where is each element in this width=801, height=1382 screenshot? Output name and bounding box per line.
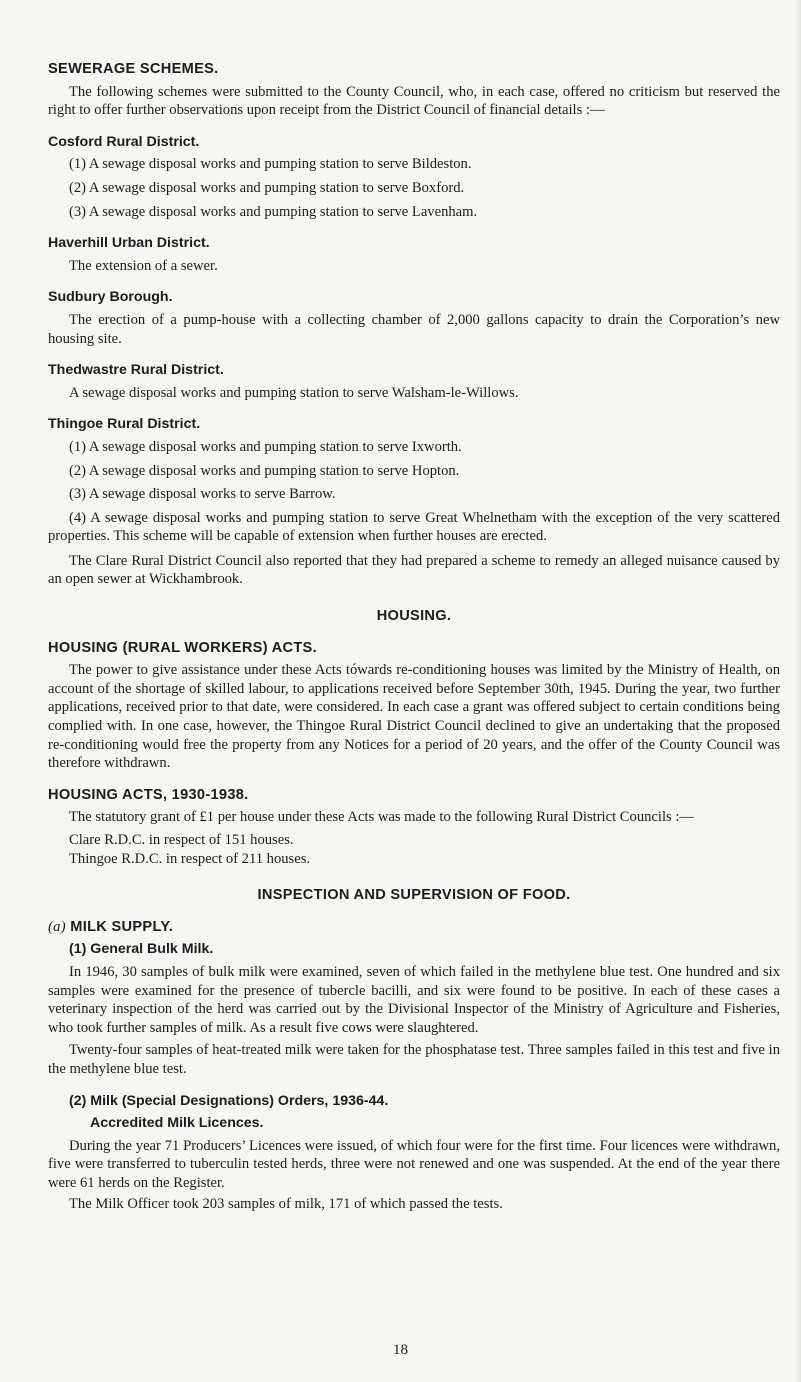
licences-title: Accredited Milk Licences.: [90, 1115, 264, 1132]
list-item: (1) A sewage disposal works and pumping station to serve Bildeston.: [69, 156, 472, 173]
housing-heading: HOUSING.: [376, 608, 452, 625]
cosford-section: [48, 133, 780, 221]
bulk-milk-title: (1) General Bulk Milk.: [69, 941, 214, 958]
list-item: (3) A sewage disposal works and pumping station to serve Lavenham.: [69, 203, 478, 220]
housing-acts-text: The statutory grant of £1 per house under these Acts was made to the following Rural District Councils :—: [69, 809, 694, 826]
milk-supply-title: [48, 918, 780, 937]
sewerage-intro: The following schemes were submitted to the County Council, who, in each case, offered no criticism but reserved the right to offer further observations upon receipt from the District Council of financial details :—: [48, 83, 780, 119]
thedwastre-title: Thedwastre Rural District.: [48, 362, 224, 379]
rural-workers-text: The power to give assistance under these Acts tówards re-conditioning houses was limited by the Ministry of Health, on account of the shortage of skilled labour, to applications received before September 30th, 1945. During the year, two further applications, received prior to that date, were considered. In each case a grant was offered subject to certain conditions being complied with. In one case, however, the Thingoe Rural District Council declined to give an undertaking that the proposed re-conditioning would free the property from any Notices for a period of 20 years, and the offer of the County Council was therefore withdrawn.: [48, 662, 780, 772]
list-item: (4) A sewage disposal works and pumping station to serve Great Whelnetham with the exception of the very scattered properties. This scheme will be capable of extension when further houses are erected.: [48, 509, 780, 545]
orders-title: (2) Milk (Special Designations) Orders, 1936-44.: [69, 1092, 389, 1109]
section-letter: (a): [48, 918, 66, 935]
sewerage-heading: SEWERAGE SCHEMES.: [48, 61, 219, 77]
milk-supply-label: MILK SUPPLY.: [70, 918, 174, 935]
list-item: (2) A sewage disposal works and pumping station to serve Boxford.: [69, 179, 465, 196]
page-edge-shadow: [795, 0, 801, 1382]
rural-workers-section: [48, 639, 780, 773]
document-page: [48, 60, 780, 1213]
thingoe-section: [48, 415, 780, 546]
sudbury-title: Sudbury Borough.: [48, 289, 173, 306]
haverhill-text: The extension of a sewer.: [69, 257, 218, 274]
list-item: (1) A sewage disposal works and pumping station to serve Ixworth.: [69, 438, 462, 455]
list-item: Clare R.D.C. in respect of 151 houses.: [69, 832, 294, 848]
list-item: (2) A sewage disposal works and pumping station to serve Hopton.: [69, 462, 460, 479]
haverhill-section: [48, 234, 780, 275]
thingoe-title: Thingoe Rural District.: [48, 416, 201, 433]
haverhill-title: Haverhill Urban District.: [48, 235, 210, 252]
sudbury-text: The erection of a pump-house with a collecting chamber of 2,000 gallons capacity to drain the Corporation’s new housing site.: [48, 311, 780, 347]
clare-note: The Clare Rural District Council also reported that they had prepared a scheme to remedy an alleged nuisance caused by an open sewer at Wickhambrook.: [48, 552, 780, 588]
thedwastre-text: A sewage disposal works and pumping station to serve Walsham-le-Willows.: [69, 384, 519, 401]
sudbury-section: [48, 288, 780, 348]
housing-acts-title: HOUSING ACTS, 1930-1938.: [48, 786, 249, 803]
list-item: Thingoe R.D.C. in respect of 211 houses.: [69, 850, 311, 867]
page-number: 18: [393, 1342, 408, 1358]
licences-text-1: During the year 71 Producers’ Licences were issued, of which four were for the first time. Four licences were withdrawn, five were transferred to tuberculin tested herds, three were not renewed and one was suspended. At the end of the year there were 61 herds on the Register.: [48, 1137, 780, 1191]
rural-workers-title: HOUSING (RURAL WORKERS) ACTS.: [48, 639, 317, 656]
food-heading: INSPECTION AND SUPERVISION OF FOOD.: [257, 887, 571, 904]
thedwastre-section: [48, 361, 780, 402]
bulk-milk-text-2: Twenty-four samples of heat-treated milk were taken for the phosphatase test. Three samples failed in this test and five in the methylene blue test.: [48, 1042, 780, 1077]
bulk-milk-text-1: In 1946, 30 samples of bulk milk were examined, seven of which failed in the methylene blue test. One hundred and six samples were examined for the presence of tubercle bacilli, and six were found to be positive. In each of these cases a veterinary inspection of the herd was carried out by the Divisional Inspector of the Ministry of Agriculture and Fisheries, who took further samples of milk. As a result five cows were slaughtered.: [48, 963, 780, 1036]
cosford-title: Cosford Rural District.: [48, 133, 200, 150]
list-item: (3) A sewage disposal works to serve Barrow.: [69, 486, 336, 503]
licences-text-2: The Milk Officer took 203 samples of milk, 171 of which passed the tests.: [69, 1195, 503, 1212]
housing-acts-section: [48, 786, 780, 868]
